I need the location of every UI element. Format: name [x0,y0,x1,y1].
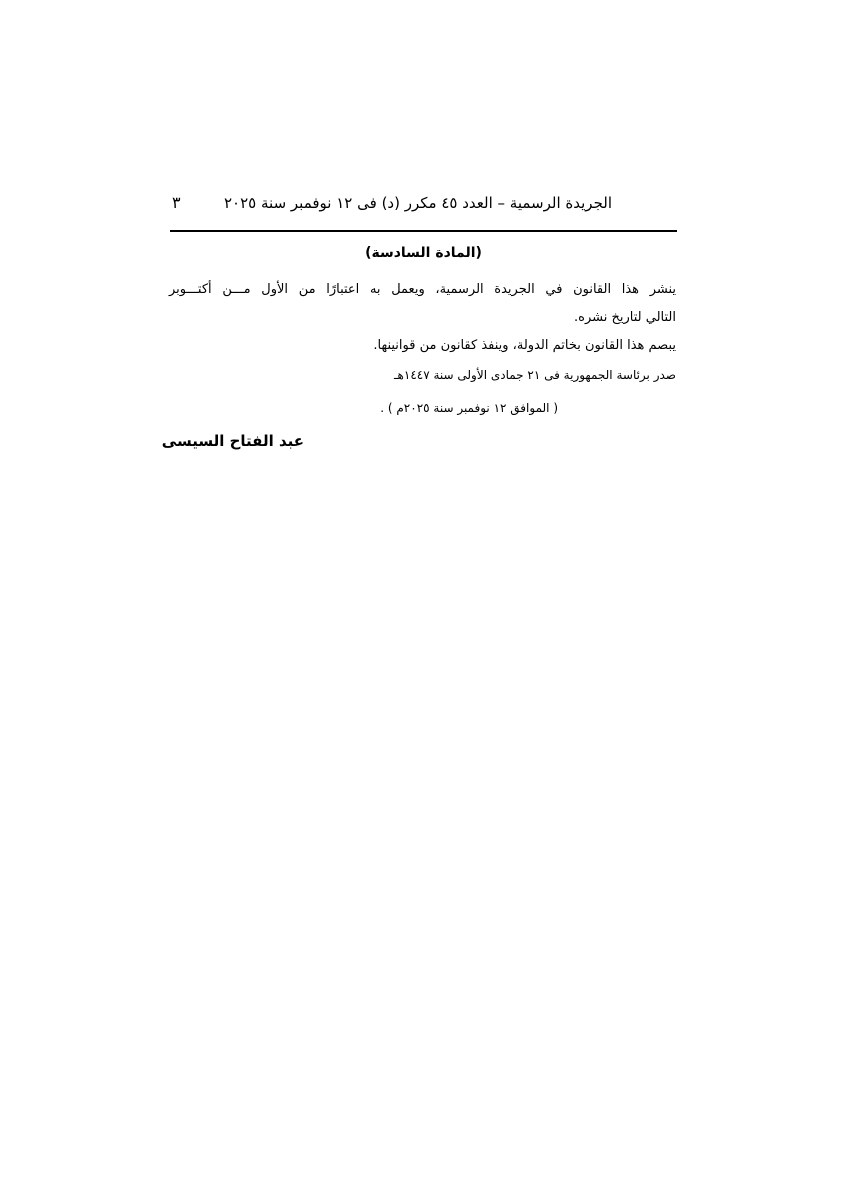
issued-line: صدر برئاسة الجمهورية فى ٢١ جمادى الأولى سنة ١٤٤٧هـ [394,368,676,382]
paragraph-2: يبصم هذا القانون بخاتم الدولة، وينفذ كقانون من قوانينها. [373,338,676,353]
paragraph-1-line-2: التالي لتاريخ نشره. [574,310,676,325]
gregorian-date-line: ( الموافق ١٢ نوفمبر سنة ٢٠٢٥م ) . [380,401,558,415]
header-divider [170,230,677,232]
signature-name: عبد الفتاح السيسى [161,432,304,450]
gazette-header-title: الجريدة الرسمية – العدد ٤٥ مكرر (د) فى ١٢ نوفمبر سنة ٢٠٢٥ [224,194,612,212]
page-number: ٣ [172,193,181,212]
paragraph-1-line-1: ينشر هذا القانون في الجريدة الرسمية، ويعمل به اعتبارًا من الأول مـــن أكتـــوبر [169,282,676,297]
article-title: (المادة السادسة) [365,245,482,261]
